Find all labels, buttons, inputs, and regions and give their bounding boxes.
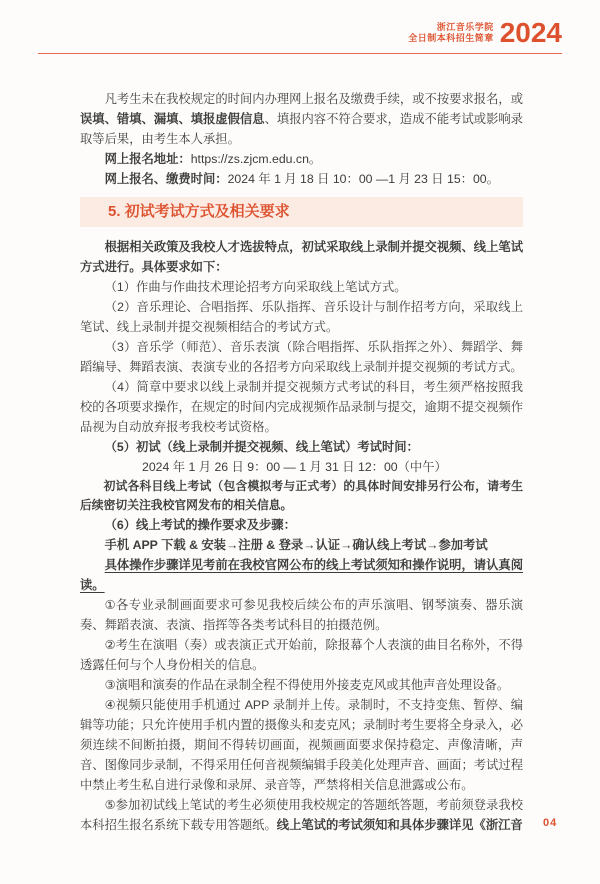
paragraph xyxy=(80,149,523,169)
text-run: 网上报名地址： xyxy=(104,152,191,166)
text-run: （1）作曲与作曲技术理论招考方向采取线上笔试方式。 xyxy=(104,280,407,294)
text-run: 误填、错填、漏填、填报虚假信息 xyxy=(80,112,265,126)
paragraph xyxy=(80,377,523,437)
paragraph xyxy=(80,675,523,695)
paragraph xyxy=(80,535,523,555)
page-number: 04 xyxy=(543,817,558,829)
paragraph xyxy=(80,337,523,377)
header-brochure-title: 全日制本科招生简章 xyxy=(408,33,494,43)
paragraph xyxy=(80,89,523,149)
paragraph xyxy=(80,555,523,595)
text-run: 凡考生未在我校规定的时间内办理网上报名及缴费手续，或不按要求报名，或 xyxy=(104,92,523,106)
text-run: ⑤参加初试线上笔试的考生必须使用我校规定的答题纸答题，考前须登录我校本科招生报名系统下载专用答题纸。 xyxy=(80,798,523,832)
text-run: ②考生在演唱（奏）或表演正式开始前，除报幕个人表演的曲目名称外，不得透露任何与个人身份相关的信息。 xyxy=(80,638,523,672)
paragraph xyxy=(80,237,523,277)
paragraph xyxy=(80,277,523,297)
paragraph xyxy=(80,595,523,635)
section-paragraphs xyxy=(80,237,523,835)
text-run: 具体操作步骤详见考前在我校官网公布的线上考试须知和操作说明，请认真阅读。 xyxy=(80,558,523,592)
paragraph xyxy=(80,169,523,189)
text-run: 根据相关政策及我校人才选拔特点，初试采取线上录制并提交视频、线上笔试方式进行。具体要求如下： xyxy=(80,240,523,274)
text-run: 2024 年 1 月 18 日 10：00 —1 月 23 日 15：00。 xyxy=(227,172,499,186)
text-run: 线上笔试的考试须知和具体步骤详见《浙江音 xyxy=(276,818,523,832)
header-org-lines xyxy=(408,22,494,45)
document-body xyxy=(80,89,523,835)
paragraph xyxy=(80,515,523,535)
paragraph xyxy=(80,457,523,477)
text-run: 网上报名、缴费时间： xyxy=(104,172,228,186)
intro-paragraphs xyxy=(80,89,523,189)
paragraph xyxy=(80,477,523,515)
header-divider-line xyxy=(38,53,562,54)
text-run: 、填报内容不符合要求，造成不能考试或影响录取等后果，由考生本人承担。 xyxy=(80,112,523,146)
text-run: ④视频只能使用手机通过 APP 录制并上传。录制时，不支持变焦、暂停、编辑等功能；只允许使用手机内置的摄像头和麦克风；录制时考生要将全身录入，必须连续不间断拍摄，期间不得转切画面，视频画面要求保持稳定、声像清晰，声音、图像同步录制，不得采用任何音视频编辑手段美化处理声音、画面；考试过程中禁止考生私自进行录像和录屏、录音等，严禁将相关信息泄露或公布。 xyxy=(80,698,523,792)
text-run: （5）初试（线上录制并提交视频、线上笔试）考试时间： xyxy=(104,440,419,454)
paragraph xyxy=(80,695,523,795)
text-run: https://zs.zjcm.edu.cn。 xyxy=(190,152,322,166)
paragraph xyxy=(80,635,523,675)
page-header xyxy=(408,17,562,48)
section-heading: 5. 初试考试方式及相关要求 xyxy=(80,197,523,227)
text-run: 初试各科目线上考试（包含模拟考与正式考）的具体时间安排另行公布，请考生后续密切关注我校官网发布的相关信息。 xyxy=(80,479,523,512)
paragraph xyxy=(80,297,523,337)
text-run: （4）简章中要求以线上录制并提交视频方式考试的科目，考生须严格按照我校的各项要求操作，在规定的时间内完成视频作品录制与提交，逾期不提交视频作品视为自动放弃报考我校考试资格。 xyxy=(80,380,523,434)
text-run: ③演唱和演奏的作品在录制全程不得使用外接麦克风或其他声音处理设备。 xyxy=(104,678,510,692)
paragraph xyxy=(80,795,523,835)
text-run: （6）线上考试的操作要求及步骤： xyxy=(104,518,296,532)
header-year: 2024 xyxy=(499,17,562,48)
header-org-name: 浙江音乐学院 xyxy=(436,21,494,32)
paragraph xyxy=(80,437,523,457)
text-run: ①各专业录制画面要求可参见我校后续公布的声乐演唱、钢琴演奏、器乐演奏、舞蹈表演、表演、指挥等各类考试科目的拍摄范例。 xyxy=(80,598,523,632)
text-run: 2024 年 1 月 26 日 9：00 — 1 月 31 日 12：00（中午） xyxy=(142,460,447,474)
text-run: （3）音乐学（师范）、音乐表演（除合唱指挥、乐队指挥之外）、舞蹈学、舞蹈编导、舞蹈表演、表演专业的各招考方向采取线上录制并提交视频的考试方式。 xyxy=(80,340,523,374)
text-run: 手机 APP 下载 & 安装→注册 & 登录→认证→确认线上考试→参加考试 xyxy=(104,538,488,552)
text-run: （2）音乐理论、合唱指挥、乐队指挥、音乐设计与制作招考方向，采取线上笔试、线上录制并提交视频相结合的考试方式。 xyxy=(80,300,523,334)
